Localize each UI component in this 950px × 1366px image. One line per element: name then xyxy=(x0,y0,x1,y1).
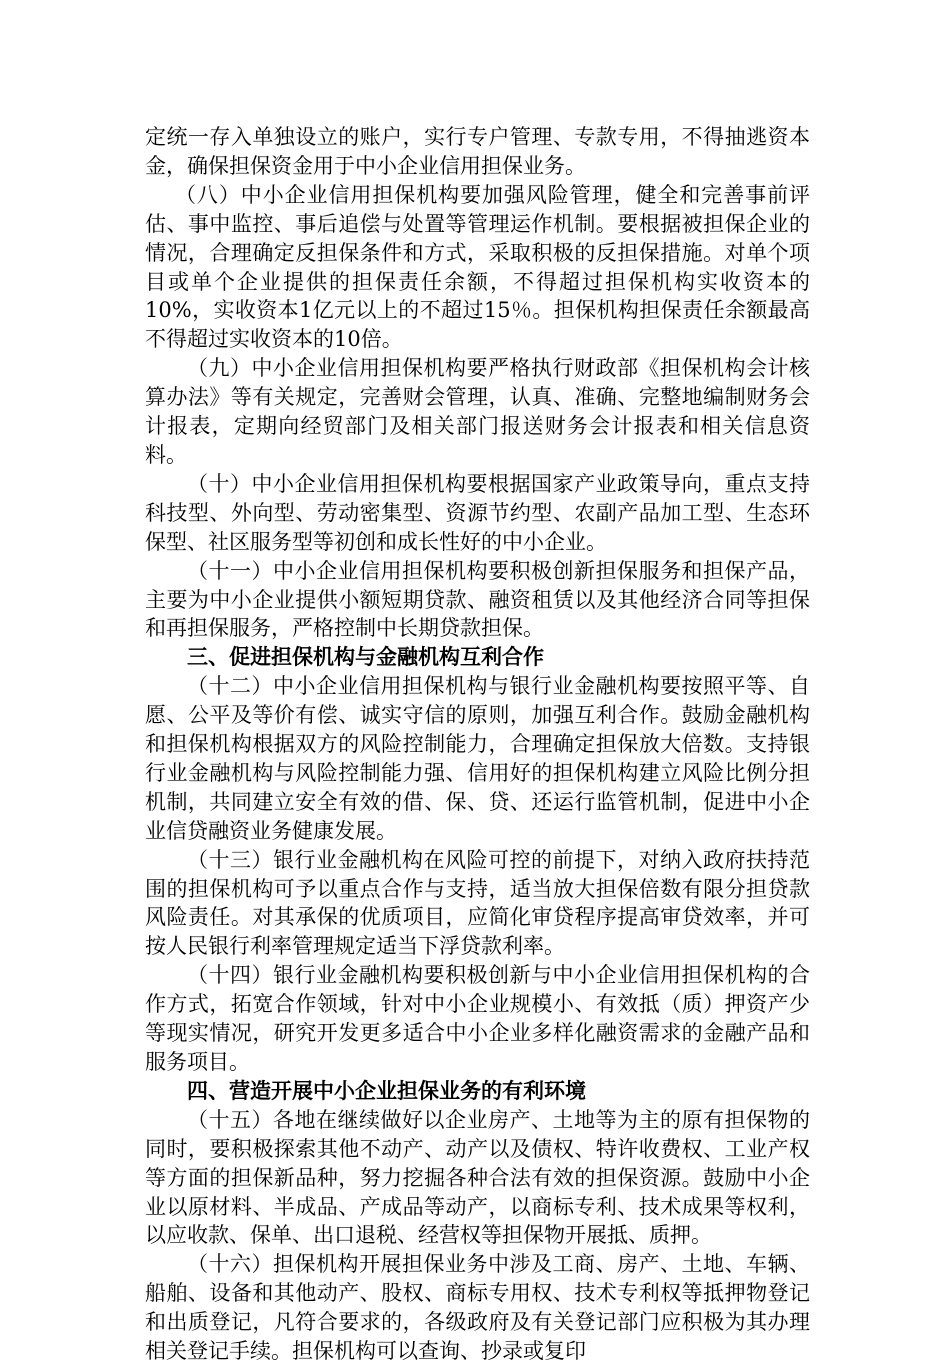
paragraph-item-10: （十）中小企业信用担保机构要根据国家产业政策导向，重点支持科技型、外向型、劳动密集型、资源节约型、农副产品加工型、生态环保型、社区服务型等初创和成长性好的中小企业。 xyxy=(145,471,810,554)
paragraph-item-9: （九）中小企业信用担保机构要严格执行财政部《担保机构会计核算办法》等有关规定，完善财会管理，认真、准确、完整地编制财务会计报表，定期向经贸部门及相关部门报送财务会计报表和相关信息资料。 xyxy=(145,356,810,467)
section-heading-3: 三、促进担保机构与金融机构互利合作 xyxy=(187,645,544,670)
paragraph-item-15: （十五）各地在继续做好以企业房产、土地等为主的原有担保物的同时，要积极探索其他不动产、动产以及债权、特许收费权、工业产权等方面的担保新品种，努力挖掘各种合法有效的担保资源。鼓励中小企业以原材料、半成品、产成品等动产，以商标专利、技术成果等权利，以应收款、保单、出口退税、经营权等担保物开展抵、质押。 xyxy=(145,1107,810,1248)
paragraph-item-16: （十六）担保机构开展担保业务中涉及工商、房产、土地、车辆、船舶、设备和其他动产、股权、商标专用权、技术专利权等抵押物登记和出质登记，凡符合要求的，各级政府及有关登记部门应积极为其办理相关登记手续。担保机构可以查询、抄录或复印 xyxy=(145,1252,810,1364)
paragraph-item-14: （十四）银行业金融机构要积极创新与中小企业信用担保机构的合作方式，拓宽合作领域，针对中小企业规模小、有效抵（质）押资产少等现实情况，研究开发更多适合中小企业多样化融资需求的金融产品和服务项目。 xyxy=(145,963,810,1074)
paragraph-item-11: （十一）中小企业信用担保机构要积极创新担保服务和担保产品，主要为中小企业提供小额短期贷款、融资租赁以及其他经济合同等担保和再担保服务，严格控制中长期贷款担保。 xyxy=(145,558,810,641)
section-heading-4: 四、营造开展中小企业担保业务的有利环境 xyxy=(187,1078,586,1103)
paragraph-continuation: 定统一存入单独设立的账户，实行专户管理、专款专用，不得抽逃资本金，确保担保资金用于中小企业信用担保业务。 xyxy=(145,125,810,178)
paragraph-item-12: （十二）中小企业信用担保机构与银行业金融机构要按照平等、自愿、公平及等价有偿、诚实守信的原则，加强互利合作。鼓励金融机构和担保机构根据双方的风险控制能力，合理确定担保放大倍数。支持银行业金融机构与风险控制能力强、信用好的担保机构建立风险比例分担机制，共同建立安全有效的借、保、贷、还运行监管机制，促进中小企业信贷融资业务健康发展。 xyxy=(145,674,810,843)
paragraph-item-13: （十三）银行业金融机构在风险可控的前提下，对纳入政府扶持范围的担保机构可予以重点合作与支持，适当放大担保倍数有限分担贷款风险责任。对其承保的优质项目，应简化审贷程序提高审贷效率，并可按人民银行利率管理规定适当下浮贷款利率。 xyxy=(145,847,810,959)
document-body xyxy=(145,123,810,1366)
paragraph-item-8: （八）中小企业信用担保机构要加强风险管理，健全和完善事前评估、事中监控、事后追偿与处置等管理运作机制。要根据被担保企业的情况，合理确定反担保条件和方式，采取积极的反担保措施。对单个项目或单个企业提供的担保责任余额，不得超过担保机构实收资本的10%，实收资本1亿元以上的不超过15％。担保机构担保责任余额最高不得超过实收资本的10倍。 xyxy=(145,182,810,352)
